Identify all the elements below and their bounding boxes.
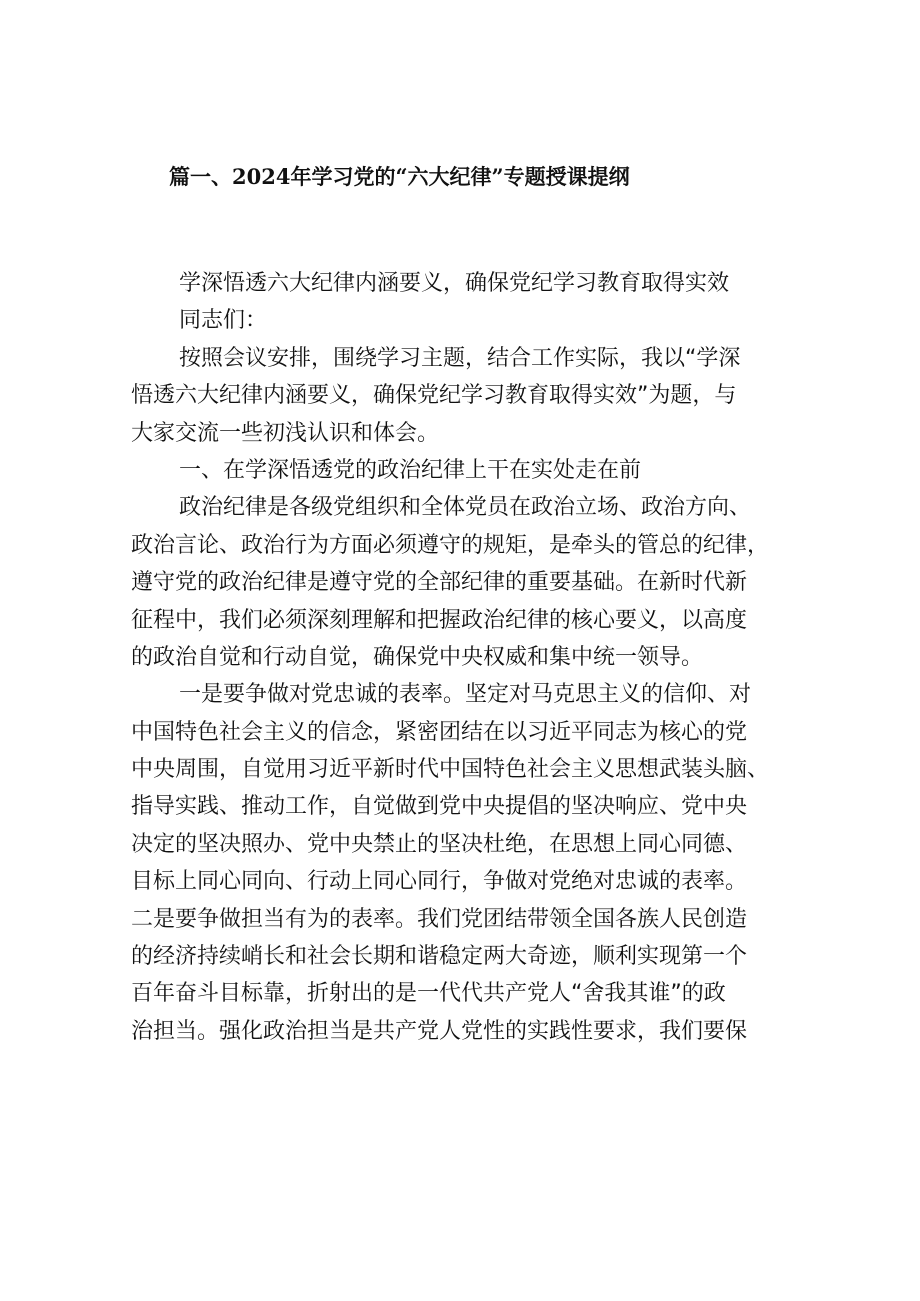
text-line: 的经济持续峭长和社会长期和谐稳定两大奇迹，顺利实现第一个	[131, 944, 748, 970]
text-line: 一是要争做对党忠诚的表率。坚定对马克思主义的信仰、对	[179, 682, 752, 708]
document-body	[131, 265, 811, 1050]
text-line: 指导实践、推动工作，自觉做到党中央提倡的坚决响应、党中央	[131, 794, 748, 820]
text-line: 的政治自觉和行动自觉，确保党中央权威和集中统一领导。	[131, 644, 704, 670]
text-line: 决定的坚决照办、党中央禁止的坚决杜绝，在思想上同心同德、	[131, 831, 748, 857]
text-line: 征程中，我们必须深刻理解和把握政治纪律的核心要义，以高度	[131, 607, 748, 633]
text-line: 二是要争做担当有为的表率。我们党团结带领全国各族人民创造	[131, 906, 748, 932]
text-line: 按照会议安排，围绕学习主题，结合工作实际，我以“学深	[179, 345, 741, 371]
text-line: 治担当。强化政治担当是共产党人党性的实践性要求，我们要保	[131, 1018, 748, 1044]
text-line: 学深悟透六大纪律内涵要义，确保党纪学习教育取得实效	[179, 271, 730, 296]
text-line: 中央周围，自觉用习近平新时代中国特色社会主义思想武装头脑、	[131, 757, 770, 783]
text-line: 政治言论、政治行为方面必须遵守的规矩，是牵头的管总的纪律，	[131, 532, 770, 558]
text-line: 百年奋斗目标靠，折射出的是一代代共产党人“舍我其谁”的政	[131, 981, 726, 1007]
text-line: 目标上同心同向、行动上同心同行，争做对党绝对忠诚的表率。	[131, 869, 748, 895]
text-line: 大家交流一些初浅认识和体会。	[131, 420, 440, 446]
text-line: 悟透六大纪律内涵要义，确保党纪学习教育取得实效”为题，与	[131, 383, 737, 409]
text-line: 遵守党的政治纪律是遵守党的全部纪律的重要基础。在新时代新	[131, 570, 748, 596]
text-line: 同志们：	[179, 308, 268, 334]
document-heading: 篇一、2024年学习党的“六大纪律”专题授课提纲	[169, 164, 630, 189]
text-line: 一、在学深悟透党的政治纪律上干在实处走在前	[179, 457, 642, 483]
text-line: 中国特色社会主义的信念，紧密团结在以习近平同志为核心的党	[131, 719, 748, 745]
text-line: 政治纪律是各级党组织和全体党员在政治立场、政治方向、	[179, 495, 752, 521]
